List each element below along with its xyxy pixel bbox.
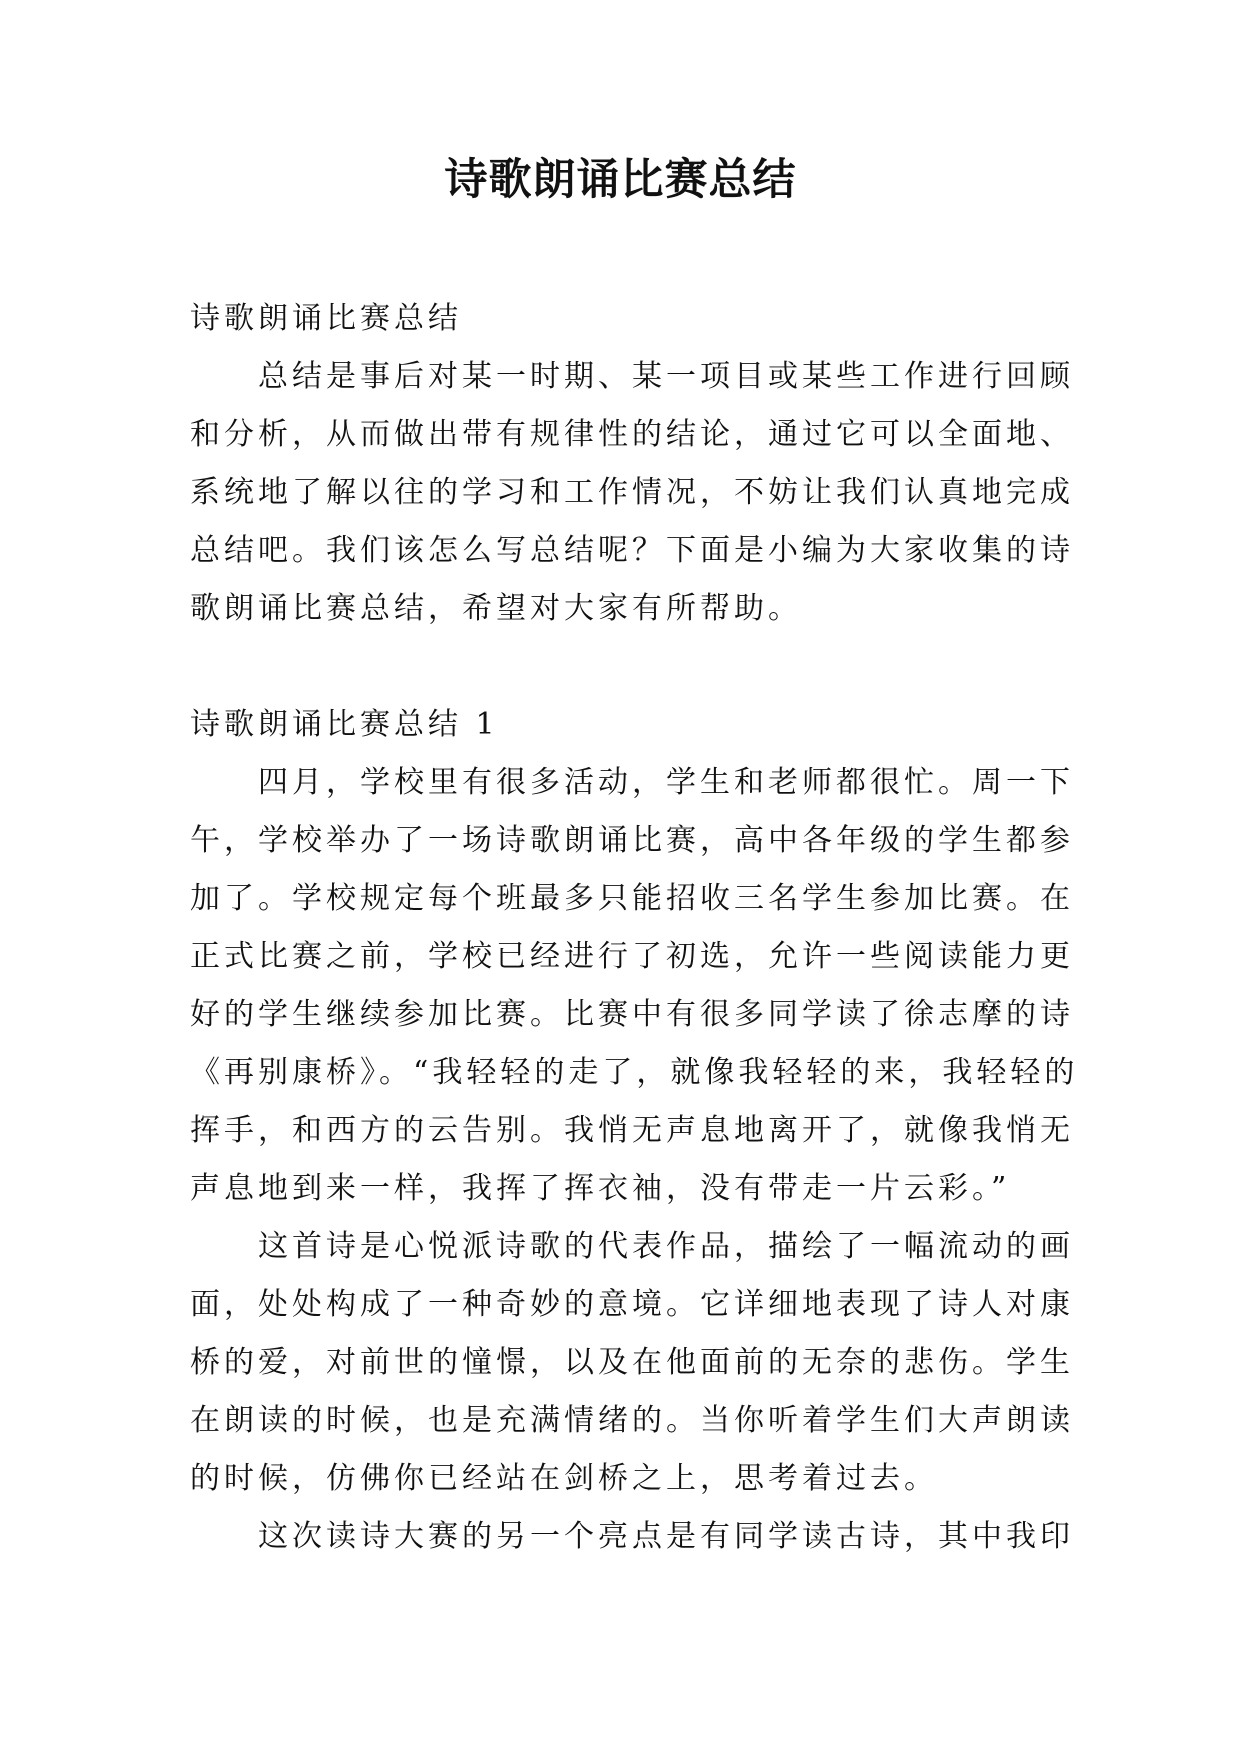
paragraph <box>190 754 1079 1218</box>
document-body <box>190 290 1079 1566</box>
text-line: 好的学生继续参加比赛。比赛中有很多同学读了徐志摩的诗 <box>190 997 1074 1032</box>
text-line: 系统地了解以往的学习和工作情况，不妨让我们认真地完成 <box>190 475 1074 510</box>
text-line: 和分析，从而做出带有规律性的结论，通过它可以全面地、 <box>190 417 1074 452</box>
text-line: 《再别康桥》。“我轻轻的走了，就像我轻轻的来，我轻轻的 <box>190 1055 1079 1090</box>
document-title: 诗歌朗诵比赛总结 <box>444 155 797 205</box>
text-line: 的时候，仿佛你已经站在剑桥之上，思考着过去。 <box>190 1461 938 1496</box>
text-line: 歌朗诵比赛总结，希望对大家有所帮助。 <box>190 591 802 626</box>
section-heading: 诗歌朗诵比赛总结 <box>190 301 462 336</box>
text-line: 这首诗是心悦派诗歌的代表作品，描绘了一幅流动的画 <box>258 1229 1074 1264</box>
text-line: 桥的爱，对前世的憧憬，以及在他面前的无奈的悲伤。学生 <box>190 1345 1074 1380</box>
text-line: 在朗读的时候，也是充满情绪的。当你听着学生们大声朗读 <box>190 1403 1074 1438</box>
text-line: 挥手，和西方的云告别。我悄无声息地离开了，就像我悄无 <box>190 1113 1074 1148</box>
text-line: 总结是事后对某一时期、某一项目或某些工作进行回顾 <box>258 359 1074 394</box>
paragraph <box>190 348 1074 638</box>
text-line: 声息地到来一样，我挥了挥衣袖，没有带走一片云彩。” <box>190 1171 1011 1206</box>
text-line: 午，学校举办了一场诗歌朗诵比赛，高中各年级的学生都参 <box>190 823 1074 858</box>
text-line: 这次读诗大赛的另一个亮点是有同学读古诗，其中我印 <box>258 1519 1074 1554</box>
text-line: 总结吧。我们该怎么写总结呢？下面是小编为大家收集的诗 <box>190 533 1074 568</box>
paragraph <box>190 1218 1074 1508</box>
paragraph <box>190 1508 1074 1566</box>
text-line: 正式比赛之前，学校已经进行了初选，允许一些阅读能力更 <box>190 939 1074 974</box>
text-line: 面，处处构成了一种奇妙的意境。它详细地表现了诗人对康 <box>190 1287 1074 1322</box>
text-line: 四月，学校里有很多活动，学生和老师都很忙。周一下 <box>258 765 1074 800</box>
section-heading: 诗歌朗诵比赛总结 1 <box>190 707 499 742</box>
text-line: 加了。学校规定每个班最多只能招收三名学生参加比赛。在 <box>190 881 1074 916</box>
